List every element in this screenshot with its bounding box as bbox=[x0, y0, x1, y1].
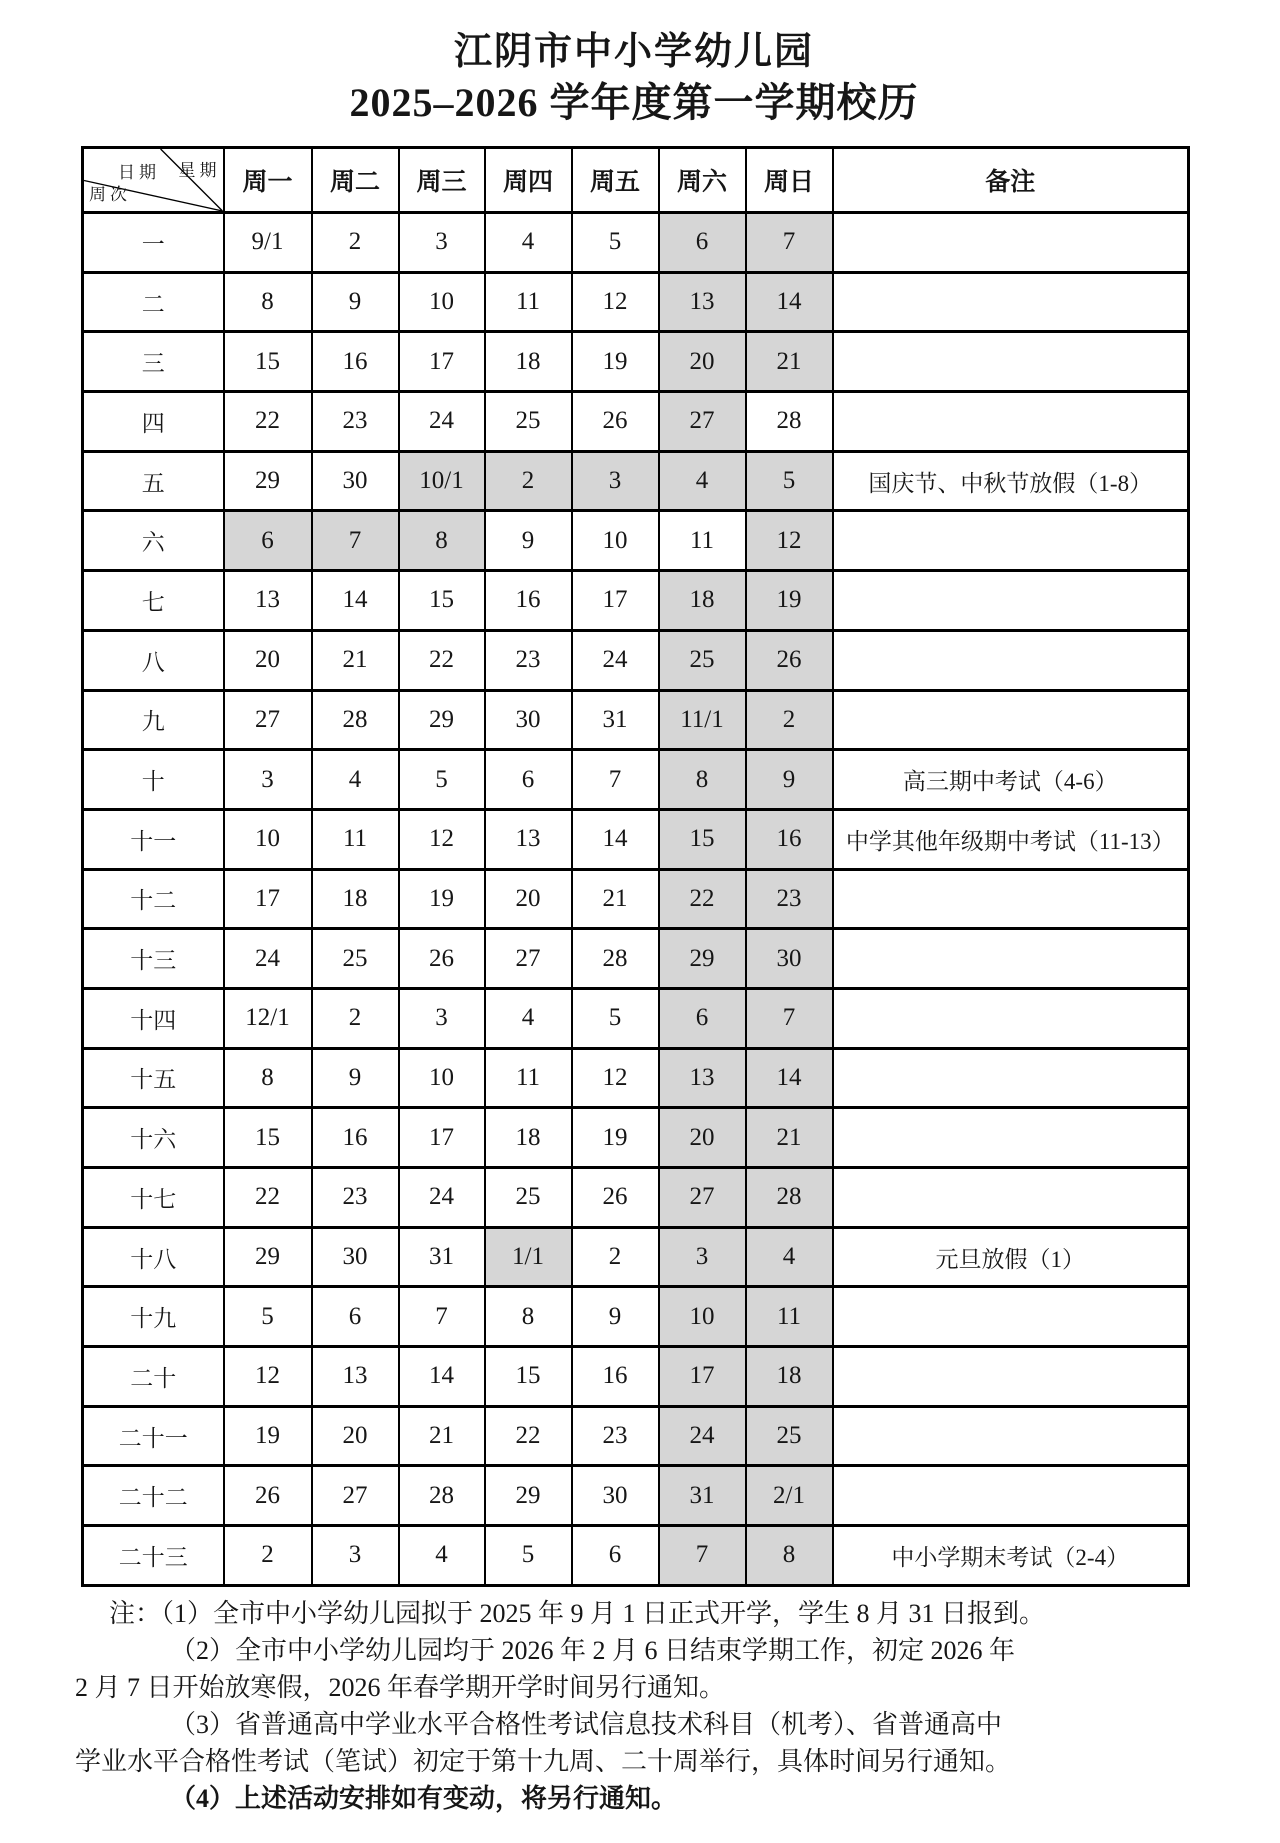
day-cell: 19 bbox=[572, 332, 659, 392]
day-cell-shaded: 1/1 bbox=[485, 1227, 572, 1287]
day-cell: 6 bbox=[572, 1526, 659, 1586]
day-cell: 23 bbox=[312, 392, 399, 452]
day-cell: 3 bbox=[312, 1526, 399, 1586]
day-cell-shaded: 7 bbox=[659, 1526, 746, 1586]
week-number-cell: 十三 bbox=[83, 929, 224, 989]
footnotes bbox=[75, 1595, 1225, 1817]
remark-cell bbox=[833, 332, 1189, 392]
day-cell: 2 bbox=[224, 1526, 312, 1586]
week-number-cell: 十七 bbox=[83, 1168, 224, 1228]
day-cell: 3 bbox=[399, 213, 485, 273]
day-cell: 15 bbox=[224, 1108, 312, 1168]
day-cell: 26 bbox=[224, 1466, 312, 1526]
day-cell: 22 bbox=[224, 392, 312, 452]
week-row bbox=[83, 929, 1189, 989]
day-cell: 16 bbox=[312, 332, 399, 392]
day-cell-shaded: 19 bbox=[746, 571, 833, 631]
remark-cell bbox=[833, 1048, 1189, 1108]
week-row bbox=[83, 1287, 1189, 1347]
remark-cell: 元旦放假（1） bbox=[833, 1227, 1189, 1287]
day-cell: 5 bbox=[572, 988, 659, 1048]
week-number-cell: 四 bbox=[83, 392, 224, 452]
remark-cell bbox=[833, 630, 1189, 690]
day-cell-shaded: 7 bbox=[746, 988, 833, 1048]
remark-cell bbox=[833, 511, 1189, 571]
week-row bbox=[83, 571, 1189, 631]
week-row bbox=[83, 630, 1189, 690]
day-cell: 28 bbox=[746, 392, 833, 452]
day-cell-shaded: 8 bbox=[746, 1526, 833, 1586]
day-cell-shaded: 2 bbox=[746, 690, 833, 750]
header-friday: 周五 bbox=[572, 148, 659, 213]
page-title-line2: 2025–2026 学年度第一学期校历 bbox=[349, 80, 919, 125]
week-number-cell: 二十三 bbox=[83, 1526, 224, 1586]
day-cell: 24 bbox=[572, 630, 659, 690]
day-cell: 12 bbox=[399, 809, 485, 869]
day-cell: 5 bbox=[485, 1526, 572, 1586]
day-cell-shaded: 9 bbox=[746, 750, 833, 810]
week-row bbox=[83, 809, 1189, 869]
day-cell: 31 bbox=[572, 690, 659, 750]
day-cell: 22 bbox=[485, 1406, 572, 1466]
week-row bbox=[83, 213, 1189, 273]
week-row bbox=[83, 750, 1189, 810]
week-row bbox=[83, 332, 1189, 392]
day-cell-shaded: 4 bbox=[746, 1227, 833, 1287]
week-number-cell: 六 bbox=[83, 511, 224, 571]
remark-cell: 中小学期末考试（2-4） bbox=[833, 1526, 1189, 1586]
day-cell: 8 bbox=[224, 1048, 312, 1108]
day-cell: 10 bbox=[572, 511, 659, 571]
day-cell: 6 bbox=[485, 750, 572, 810]
day-cell: 18 bbox=[485, 1108, 572, 1168]
week-number-cell: 十 bbox=[83, 750, 224, 810]
day-cell: 14 bbox=[572, 809, 659, 869]
day-cell-shaded: 31 bbox=[659, 1466, 746, 1526]
week-number-cell: 十四 bbox=[83, 988, 224, 1048]
day-cell: 27 bbox=[485, 929, 572, 989]
day-cell-shaded: 27 bbox=[659, 392, 746, 452]
day-cell: 25 bbox=[485, 392, 572, 452]
day-cell: 5 bbox=[572, 213, 659, 273]
remark-cell: 国庆节、中秋节放假（1-8） bbox=[833, 451, 1189, 511]
day-cell: 20 bbox=[485, 869, 572, 929]
day-cell-shaded: 29 bbox=[659, 929, 746, 989]
day-cell-shaded: 20 bbox=[659, 1108, 746, 1168]
corner-week-label: 星期 bbox=[178, 161, 221, 180]
day-cell-shaded: 26 bbox=[746, 630, 833, 690]
day-cell-shaded: 6 bbox=[659, 213, 746, 273]
day-cell: 19 bbox=[224, 1406, 312, 1466]
day-cell: 22 bbox=[399, 630, 485, 690]
day-cell: 30 bbox=[572, 1466, 659, 1526]
footnote-line: （4）上述活动安排如有变动，将另行通知。 bbox=[170, 1783, 678, 1813]
day-cell: 18 bbox=[312, 869, 399, 929]
day-cell: 4 bbox=[485, 213, 572, 273]
corner-date-label: 日期 bbox=[118, 163, 160, 182]
footnote-line: （3）省普通高中学业水平合格性考试信息技术科目（机考）、省普通高中 bbox=[170, 1709, 1003, 1739]
day-cell-shaded: 6 bbox=[659, 988, 746, 1048]
day-cell: 7 bbox=[572, 750, 659, 810]
day-cell: 4 bbox=[485, 988, 572, 1048]
day-cell: 3 bbox=[399, 988, 485, 1048]
day-cell: 27 bbox=[224, 690, 312, 750]
day-cell: 24 bbox=[399, 392, 485, 452]
week-number-cell: 二十二 bbox=[83, 1466, 224, 1526]
remark-cell bbox=[833, 929, 1189, 989]
day-cell-shaded: 23 bbox=[746, 869, 833, 929]
day-cell: 25 bbox=[485, 1168, 572, 1228]
week-number-cell: 二十 bbox=[83, 1347, 224, 1407]
day-cell-shaded: 21 bbox=[746, 1108, 833, 1168]
day-cell: 4 bbox=[399, 1526, 485, 1586]
day-cell-shaded: 8 bbox=[659, 750, 746, 810]
day-cell: 29 bbox=[399, 690, 485, 750]
day-cell: 16 bbox=[572, 1347, 659, 1407]
footnote-line: （2）全市中小学幼儿园均于 2026 年 2 月 6 日结束学期工作，初定 2026 年 bbox=[170, 1635, 1016, 1665]
day-cell: 19 bbox=[399, 869, 485, 929]
day-cell: 23 bbox=[485, 630, 572, 690]
day-cell-shaded: 18 bbox=[746, 1347, 833, 1407]
remark-cell bbox=[833, 1466, 1189, 1526]
header-row bbox=[83, 148, 1189, 213]
remark-cell bbox=[833, 1108, 1189, 1168]
day-cell: 15 bbox=[399, 571, 485, 631]
day-cell: 14 bbox=[312, 571, 399, 631]
week-row bbox=[83, 869, 1189, 929]
day-cell: 29 bbox=[224, 451, 312, 511]
day-cell-shaded: 2 bbox=[485, 451, 572, 511]
day-cell: 30 bbox=[312, 1227, 399, 1287]
day-cell-shaded: 22 bbox=[659, 869, 746, 929]
week-row bbox=[83, 1466, 1189, 1526]
calendar-body bbox=[83, 213, 1189, 1586]
day-cell: 20 bbox=[312, 1406, 399, 1466]
remark-cell bbox=[833, 690, 1189, 750]
remark-cell bbox=[833, 571, 1189, 631]
day-cell: 17 bbox=[572, 571, 659, 631]
day-cell: 9 bbox=[312, 1048, 399, 1108]
header-saturday: 周六 bbox=[659, 148, 746, 213]
week-number-cell: 九 bbox=[83, 690, 224, 750]
week-number-cell: 二十一 bbox=[83, 1406, 224, 1466]
day-cell-shaded: 3 bbox=[572, 451, 659, 511]
day-cell: 14 bbox=[399, 1347, 485, 1407]
week-number-cell: 五 bbox=[83, 451, 224, 511]
remark-cell bbox=[833, 869, 1189, 929]
remark-cell bbox=[833, 1287, 1189, 1347]
day-cell: 9 bbox=[485, 511, 572, 571]
day-cell: 29 bbox=[224, 1227, 312, 1287]
day-cell-shaded: 13 bbox=[659, 1048, 746, 1108]
week-number-cell: 十一 bbox=[83, 809, 224, 869]
remark-cell bbox=[833, 392, 1189, 452]
day-cell: 17 bbox=[399, 1108, 485, 1168]
day-cell: 31 bbox=[399, 1227, 485, 1287]
day-cell: 17 bbox=[224, 869, 312, 929]
day-cell-shaded: 18 bbox=[659, 571, 746, 631]
day-cell: 10 bbox=[399, 272, 485, 332]
day-cell: 9 bbox=[312, 272, 399, 332]
day-cell: 21 bbox=[312, 630, 399, 690]
day-cell: 22 bbox=[224, 1168, 312, 1228]
day-cell-shaded: 10/1 bbox=[399, 451, 485, 511]
day-cell: 11 bbox=[312, 809, 399, 869]
week-row bbox=[83, 1168, 1189, 1228]
day-cell-shaded: 28 bbox=[746, 1168, 833, 1228]
week-number-cell: 十八 bbox=[83, 1227, 224, 1287]
day-cell: 11 bbox=[659, 511, 746, 571]
week-row bbox=[83, 1108, 1189, 1168]
day-cell-shaded: 24 bbox=[659, 1406, 746, 1466]
day-cell: 9 bbox=[572, 1287, 659, 1347]
day-cell: 16 bbox=[485, 571, 572, 631]
day-cell: 8 bbox=[485, 1287, 572, 1347]
day-cell-shaded: 3 bbox=[659, 1227, 746, 1287]
week-row bbox=[83, 1406, 1189, 1466]
day-cell-shaded: 30 bbox=[746, 929, 833, 989]
day-cell-shaded: 2/1 bbox=[746, 1466, 833, 1526]
day-cell: 5 bbox=[399, 750, 485, 810]
day-cell: 4 bbox=[312, 750, 399, 810]
remark-cell bbox=[833, 1406, 1189, 1466]
day-cell-shaded: 20 bbox=[659, 332, 746, 392]
day-cell-shaded: 15 bbox=[659, 809, 746, 869]
week-number-cell: 二 bbox=[83, 272, 224, 332]
day-cell: 7 bbox=[399, 1287, 485, 1347]
day-cell: 28 bbox=[312, 690, 399, 750]
day-cell: 5 bbox=[224, 1287, 312, 1347]
remark-cell: 中学其他年级期中考试（11-13） bbox=[833, 809, 1189, 869]
day-cell: 12 bbox=[572, 272, 659, 332]
header-monday: 周一 bbox=[224, 148, 312, 213]
day-cell: 15 bbox=[224, 332, 312, 392]
day-cell: 19 bbox=[572, 1108, 659, 1168]
day-cell-shaded: 6 bbox=[224, 511, 312, 571]
day-cell: 28 bbox=[399, 1466, 485, 1526]
week-number-cell: 三 bbox=[83, 332, 224, 392]
week-row bbox=[83, 392, 1189, 452]
day-cell: 12 bbox=[224, 1347, 312, 1407]
day-cell: 26 bbox=[572, 392, 659, 452]
day-cell: 12 bbox=[572, 1048, 659, 1108]
day-cell: 25 bbox=[312, 929, 399, 989]
corner-weeknum-label: 周次 bbox=[89, 185, 131, 204]
day-cell: 10 bbox=[399, 1048, 485, 1108]
remark-cell: 高三期中考试（4-6） bbox=[833, 750, 1189, 810]
school-calendar-table bbox=[81, 146, 1190, 1587]
day-cell-shaded: 4 bbox=[659, 451, 746, 511]
day-cell: 30 bbox=[485, 690, 572, 750]
day-cell: 13 bbox=[312, 1347, 399, 1407]
week-row bbox=[83, 511, 1189, 571]
day-cell: 30 bbox=[312, 451, 399, 511]
day-cell-shaded: 7 bbox=[312, 511, 399, 571]
day-cell-shaded: 27 bbox=[659, 1168, 746, 1228]
day-cell-shaded: 11 bbox=[746, 1287, 833, 1347]
week-row bbox=[83, 1048, 1189, 1108]
week-number-cell: 十二 bbox=[83, 869, 224, 929]
day-cell-shaded: 14 bbox=[746, 272, 833, 332]
day-cell: 18 bbox=[485, 332, 572, 392]
day-cell-shaded: 10 bbox=[659, 1287, 746, 1347]
header-sunday: 周日 bbox=[746, 148, 833, 213]
day-cell: 10 bbox=[224, 809, 312, 869]
day-cell-shaded: 11/1 bbox=[659, 690, 746, 750]
footnote-line: 学业水平合格性考试（笔试）初定于第十九周、二十周举行，具体时间另行通知。 bbox=[75, 1746, 1012, 1776]
week-number-cell: 十九 bbox=[83, 1287, 224, 1347]
week-row bbox=[83, 988, 1189, 1048]
day-cell: 27 bbox=[312, 1466, 399, 1526]
week-row bbox=[83, 451, 1189, 511]
day-cell: 23 bbox=[312, 1168, 399, 1228]
corner-header-cell bbox=[83, 148, 224, 213]
week-number-cell: 八 bbox=[83, 630, 224, 690]
week-number-cell: 一 bbox=[83, 213, 224, 273]
week-row bbox=[83, 272, 1189, 332]
remark-cell bbox=[833, 1168, 1189, 1228]
day-cell: 23 bbox=[572, 1406, 659, 1466]
day-cell: 6 bbox=[312, 1287, 399, 1347]
day-cell: 9/1 bbox=[224, 213, 312, 273]
day-cell: 29 bbox=[485, 1466, 572, 1526]
day-cell: 17 bbox=[399, 332, 485, 392]
remark-cell bbox=[833, 988, 1189, 1048]
week-row bbox=[83, 1526, 1189, 1586]
day-cell: 16 bbox=[312, 1108, 399, 1168]
day-cell: 11 bbox=[485, 1048, 572, 1108]
day-cell-shaded: 5 bbox=[746, 451, 833, 511]
day-cell-shaded: 14 bbox=[746, 1048, 833, 1108]
day-cell-shaded: 21 bbox=[746, 332, 833, 392]
day-cell-shaded: 12 bbox=[746, 511, 833, 571]
day-cell-shaded: 25 bbox=[659, 630, 746, 690]
day-cell: 2 bbox=[312, 213, 399, 273]
footnote-line: 注：（1）全市中小学幼儿园拟于 2025 年 9 月 1 日正式开学，学生 8 月 31 日报到。 bbox=[109, 1598, 1046, 1628]
day-cell: 28 bbox=[572, 929, 659, 989]
day-cell: 26 bbox=[572, 1168, 659, 1228]
day-cell: 21 bbox=[572, 869, 659, 929]
remark-cell bbox=[833, 272, 1189, 332]
remark-cell bbox=[833, 213, 1189, 273]
day-cell: 13 bbox=[224, 571, 312, 631]
footnote-line: 2 月 7 日开始放寒假，2026 年春学期开学时间另行通知。 bbox=[75, 1672, 726, 1702]
week-row bbox=[83, 690, 1189, 750]
day-cell: 24 bbox=[399, 1168, 485, 1228]
day-cell-shaded: 25 bbox=[746, 1406, 833, 1466]
day-cell: 2 bbox=[312, 988, 399, 1048]
day-cell: 26 bbox=[399, 929, 485, 989]
header-tuesday: 周二 bbox=[312, 148, 399, 213]
day-cell-shaded: 17 bbox=[659, 1347, 746, 1407]
header-wednesday: 周三 bbox=[399, 148, 485, 213]
week-number-cell: 十六 bbox=[83, 1108, 224, 1168]
day-cell: 3 bbox=[224, 750, 312, 810]
day-cell: 24 bbox=[224, 929, 312, 989]
day-cell-shaded: 7 bbox=[746, 213, 833, 273]
day-cell: 15 bbox=[485, 1347, 572, 1407]
day-cell: 21 bbox=[399, 1406, 485, 1466]
day-cell: 13 bbox=[485, 809, 572, 869]
day-cell: 20 bbox=[224, 630, 312, 690]
day-cell-shaded: 16 bbox=[746, 809, 833, 869]
week-number-cell: 十五 bbox=[83, 1048, 224, 1108]
day-cell-shaded: 13 bbox=[659, 272, 746, 332]
week-row bbox=[83, 1347, 1189, 1407]
week-row bbox=[83, 1227, 1189, 1287]
week-number-cell: 七 bbox=[83, 571, 224, 631]
remark-cell bbox=[833, 1347, 1189, 1407]
day-cell: 11 bbox=[485, 272, 572, 332]
header-thursday: 周四 bbox=[485, 148, 572, 213]
day-cell: 8 bbox=[224, 272, 312, 332]
day-cell: 12/1 bbox=[224, 988, 312, 1048]
day-cell-shaded: 8 bbox=[399, 511, 485, 571]
day-cell: 2 bbox=[572, 1227, 659, 1287]
header-remarks: 备注 bbox=[833, 148, 1189, 213]
page-title-line1: 江阴市中小学幼儿园 bbox=[453, 31, 814, 73]
